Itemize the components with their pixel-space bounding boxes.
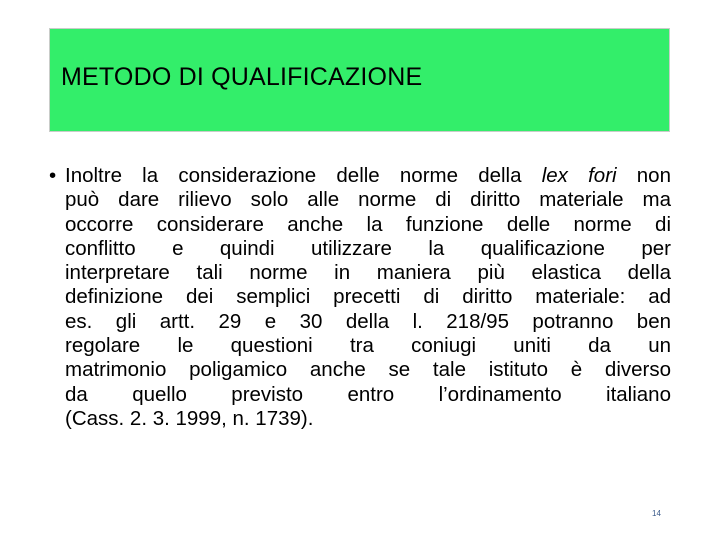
text-line: può dare rilievo solo alle norme di diritto materiale ma bbox=[65, 188, 671, 212]
page-number: 14 bbox=[652, 509, 661, 518]
text-line: matrimonio poligamico anche se tale istituto è diverso bbox=[65, 358, 671, 382]
bullet-icon: • bbox=[49, 164, 57, 187]
text-line: es. gli artt. 29 e 30 della l. 218/95 potranno ben bbox=[65, 309, 671, 333]
text-line: regolare le questioni tra coniugi uniti da un bbox=[65, 334, 671, 358]
text-line: occorre considerare anche la funzione delle norme di bbox=[65, 212, 671, 236]
italic-term: lex fori bbox=[541, 164, 617, 187]
text-line: conflitto e quindi utilizzare la qualificazione per bbox=[65, 236, 671, 260]
text-line: definizione dei semplici precetti di diritto materiale: ad bbox=[65, 285, 671, 309]
slide-title: METODO DI QUALIFICAZIONE bbox=[61, 63, 423, 91]
body-text bbox=[49, 164, 671, 431]
bullet-paragraph bbox=[65, 164, 671, 431]
text-line: Inoltre la considerazione delle norme della lex fori non bbox=[65, 164, 671, 187]
text-line: da quello previsto entro l’ordinamento italiano bbox=[65, 382, 671, 406]
text-line: (Cass. 2. 3. 1999, n. 1739). bbox=[65, 406, 314, 430]
bullet-item bbox=[49, 164, 671, 431]
title-box bbox=[49, 28, 670, 132]
text-line: interpretare tali norme in maniera più elastica della bbox=[65, 261, 671, 285]
